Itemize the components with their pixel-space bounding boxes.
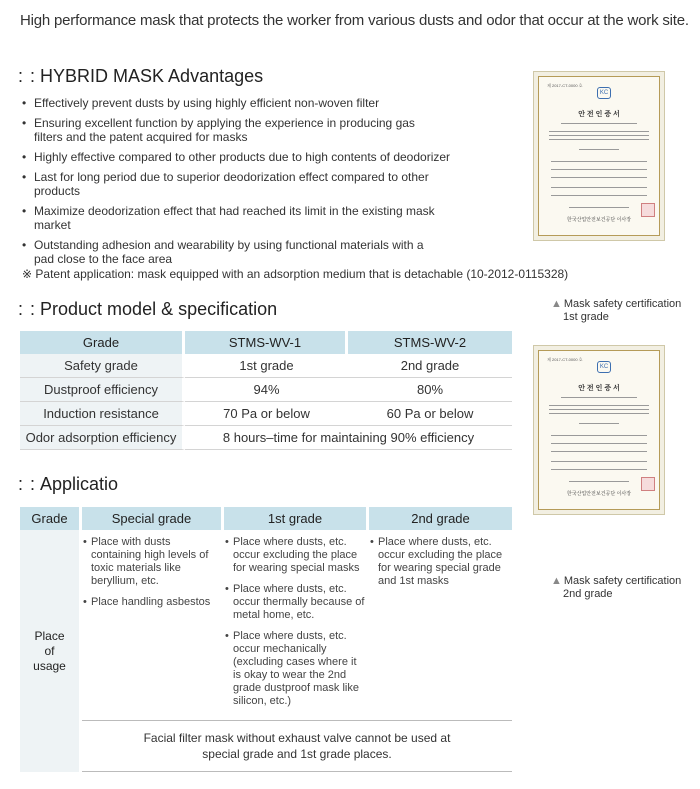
- table-row: [20, 354, 512, 378]
- cell: 1st grade: [185, 354, 348, 378]
- first-grade-cell: [224, 530, 369, 720]
- list-item: • Place where dusts, etc. occur mechanically (excluding cases where it is okay to wear the 2nd grade dustproof mask like silicon, etc.): [224, 630, 367, 708]
- certificate-image-1st: 제 2017-CT-0000 호 KC 안 전 인 증 서 한국산업안전보건공단 이사장: [533, 71, 665, 241]
- intro-text: High performance mask that protects the worker from various dusts and odor that occur at the work site.: [20, 12, 689, 29]
- list-item: • Place where dusts, etc. occur thermally because of metal home, etc.: [224, 583, 367, 622]
- table-row: [20, 720, 512, 772]
- app-header-special: Special grade: [82, 507, 224, 530]
- table-row: [20, 426, 512, 450]
- list-item: • Outstanding adhesion and wearability by using functional materials with a pad close to the face area: [22, 238, 424, 266]
- cell: 80%: [348, 378, 512, 402]
- row-label: Odor adsorption efficiency: [20, 426, 185, 450]
- list-item: • Last for long period due to superior deodorization effect compared to other products: [22, 170, 462, 198]
- usage-note-text: Facial filter mask without exhaust valve cannot be used at special grade and 1st grade places.: [143, 731, 451, 761]
- table-row: [20, 378, 512, 402]
- certificate-issuer: 한국산업안전보건공단 이사장: [566, 217, 632, 223]
- app-header-first: 1st grade: [224, 507, 369, 530]
- cell: 60 Pa or below: [348, 402, 512, 426]
- spec-header-model-2: STMS-WV-2: [348, 331, 512, 354]
- list-item: • Place with dusts containing high levels of toxic materials like beryllium, etc.: [82, 536, 222, 588]
- certificate-image-2nd: 제 2017-CT-0000 호 KC 안 전 인 증 서 한국산업안전보건공단 이사장: [533, 345, 665, 515]
- seal-stamp: [641, 477, 655, 491]
- patent-note: ※ Patent application: mask equipped with an adsorption medium that is detachable (10-2012-0115328): [22, 267, 569, 281]
- special-grade-cell: [82, 530, 224, 720]
- cell: 70 Pa or below: [185, 402, 348, 426]
- certificate-caption-1st: ▲ Mask safety certification 1st grade: [551, 298, 682, 323]
- advantages-heading: [18, 66, 263, 87]
- kcs-logo-icon: KC: [597, 361, 611, 373]
- list-item: • Place where dusts, etc. occur excluding the place for wearing special masks: [224, 536, 367, 575]
- table-row: [20, 402, 512, 426]
- second-grade-cell: [369, 530, 512, 720]
- seal-stamp: [641, 203, 655, 217]
- section-prefix: : :: [18, 299, 37, 319]
- row-label: [20, 530, 82, 772]
- spec-table: [20, 331, 512, 450]
- row-label: Dustproof efficiency: [20, 378, 185, 402]
- row-label: Induction resistance: [20, 402, 185, 426]
- list-item: • Place handling asbestos: [82, 596, 222, 609]
- list-item: • Ensuring excellent function by applying the experience in producing gas filters and the patent acquired for masks: [22, 116, 419, 144]
- cell: 2nd grade: [348, 354, 512, 378]
- kcs-logo-icon: KC: [597, 87, 611, 99]
- certificate-issuer: 한국산업안전보건공단 이사장: [566, 491, 632, 497]
- application-title: Applicatio: [40, 474, 119, 494]
- list-item: • Maximize deodorization effect that had reached its limit in the existing mask market: [22, 204, 462, 232]
- list-item: • Effectively prevent dusts by using highly efficient non-woven filter: [22, 96, 462, 110]
- certificate-caption-2nd: ▲ Mask safety certification 2nd grade: [551, 575, 682, 600]
- application-table: [20, 507, 512, 772]
- triangle-icon: ▲: [551, 575, 562, 587]
- cell: 94%: [185, 378, 348, 402]
- app-header-grade: Grade: [20, 507, 82, 530]
- certificate-title: 안 전 인 증 서: [578, 111, 620, 118]
- list-item: • Highly effective compared to other products due to high contents of deodorizer: [22, 150, 462, 164]
- application-heading: [18, 474, 118, 495]
- section-prefix: : :: [18, 66, 37, 86]
- table-row: [20, 530, 512, 720]
- usage-note: [82, 720, 512, 772]
- triangle-icon: ▲: [551, 298, 562, 310]
- advantages-list: [22, 96, 462, 272]
- cell: 8 hours–time for maintaining 90% efficiency: [185, 426, 512, 450]
- spec-header-grade: Grade: [20, 331, 185, 354]
- advantages-title: HYBRID MASK Advantages: [40, 66, 264, 86]
- app-header-second: 2nd grade: [369, 507, 512, 530]
- row-label: Safety grade: [20, 354, 185, 378]
- certificate-title: 안 전 인 증 서: [578, 385, 620, 392]
- section-prefix: : :: [18, 474, 37, 494]
- spec-heading: [18, 299, 277, 320]
- place-of-usage-label: Place of usage: [33, 628, 66, 673]
- list-item: • Place where dusts, etc. occur excluding the place for wearing special grade and 1st masks: [369, 536, 510, 588]
- spec-header-model-1: STMS-WV-1: [185, 331, 348, 354]
- spec-title: Product model & specification: [40, 299, 278, 319]
